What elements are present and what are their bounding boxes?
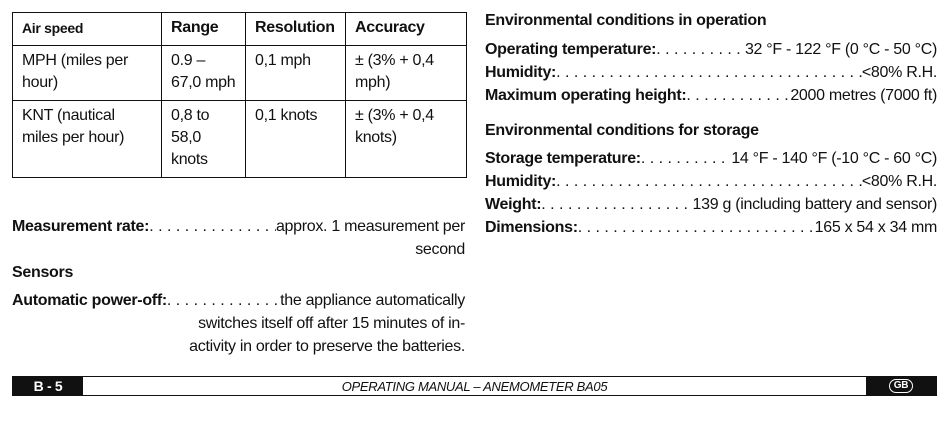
table-row	[13, 101, 467, 178]
leader-dots	[556, 61, 862, 84]
leader-dots	[686, 84, 790, 107]
humidity-op-label: Humidity:	[485, 64, 557, 81]
cell-resolution: 0,1 knots	[246, 101, 346, 178]
dimensions-value: 165 x 54 x 34 mm	[814, 219, 937, 236]
power-off-cont-2: activity in order to preserve the batteries.	[189, 338, 465, 355]
leader-dots	[656, 38, 745, 61]
cell-unit: KNT (nautical miles per hour)	[13, 101, 162, 178]
header-range: Range	[162, 13, 246, 46]
cell-unit: MPH (miles per hour)	[13, 46, 162, 101]
storage-heading: Environmental conditions for storage	[485, 122, 759, 139]
header-air-speed: Air speed	[13, 13, 162, 46]
operating-temp-value: 32 °F - 122 °F (0 °C - 50 °C)	[744, 41, 937, 58]
weight-label: Weight:	[485, 196, 542, 213]
page-number: B - 5	[13, 377, 83, 395]
leader-dots	[556, 170, 862, 193]
cell-resolution: 0,1 mph	[246, 46, 346, 101]
cell-range: 0.9 – 67,0 mph	[162, 46, 246, 101]
measurement-rate-cont: second	[415, 241, 465, 258]
language-badge	[866, 377, 936, 395]
operation-heading: Environmental conditions in operation	[485, 12, 767, 29]
table-row	[13, 46, 467, 101]
leader-dots	[541, 193, 692, 216]
power-off-value: the appliance automatically	[280, 292, 465, 309]
sensors-heading: Sensors	[12, 264, 74, 281]
measurement-rate-label: Measurement rate:	[12, 218, 150, 235]
leader-dots	[578, 216, 815, 239]
max-height-label: Maximum operating height:	[485, 87, 687, 104]
measurement-rate-value: approx. 1 measurement per	[275, 218, 465, 235]
humidity-st-label: Humidity:	[485, 173, 557, 190]
page-footer	[12, 376, 937, 396]
measurement-rate-entry	[12, 215, 465, 261]
storage-temp-value: 14 °F - 140 °F (-10 °C - 60 °C)	[731, 150, 937, 167]
gb-icon: GB	[889, 379, 913, 393]
dimensions-label: Dimensions:	[485, 219, 578, 236]
cell-accuracy: ± (3% + 0,4 knots)	[346, 101, 467, 178]
storage-temp-label: Storage temperature:	[485, 150, 641, 167]
leader-dots	[641, 147, 731, 170]
leader-dots	[149, 215, 276, 238]
cell-range: 0,8 to 58,0 knots	[162, 101, 246, 178]
leader-dots	[167, 289, 280, 312]
power-off-cont-1: switches itself off after 15 minutes of in-	[198, 315, 465, 332]
spec-table	[12, 12, 467, 178]
operating-temp-label: Operating temperature:	[485, 41, 657, 58]
cell-accuracy: ± (3% + 0,4 mph)	[346, 46, 467, 101]
power-off-label: Automatic power-off:	[12, 292, 167, 309]
footer-title: OPERATING MANUAL – ANEMOMETER BA05	[341, 378, 608, 394]
max-height-value: 2000 metres (7000 ft)	[790, 87, 937, 104]
power-off-entry	[12, 289, 465, 358]
operation-conditions	[485, 38, 937, 107]
header-accuracy: Accuracy	[346, 13, 467, 46]
humidity-st-value: <80% R.H.	[861, 173, 937, 190]
storage-conditions	[485, 147, 937, 239]
weight-value: 139 g (including battery and sensor)	[692, 196, 937, 213]
table-header-row	[13, 13, 467, 46]
header-resolution: Resolution	[246, 13, 346, 46]
humidity-op-value: <80% R.H.	[861, 64, 937, 81]
